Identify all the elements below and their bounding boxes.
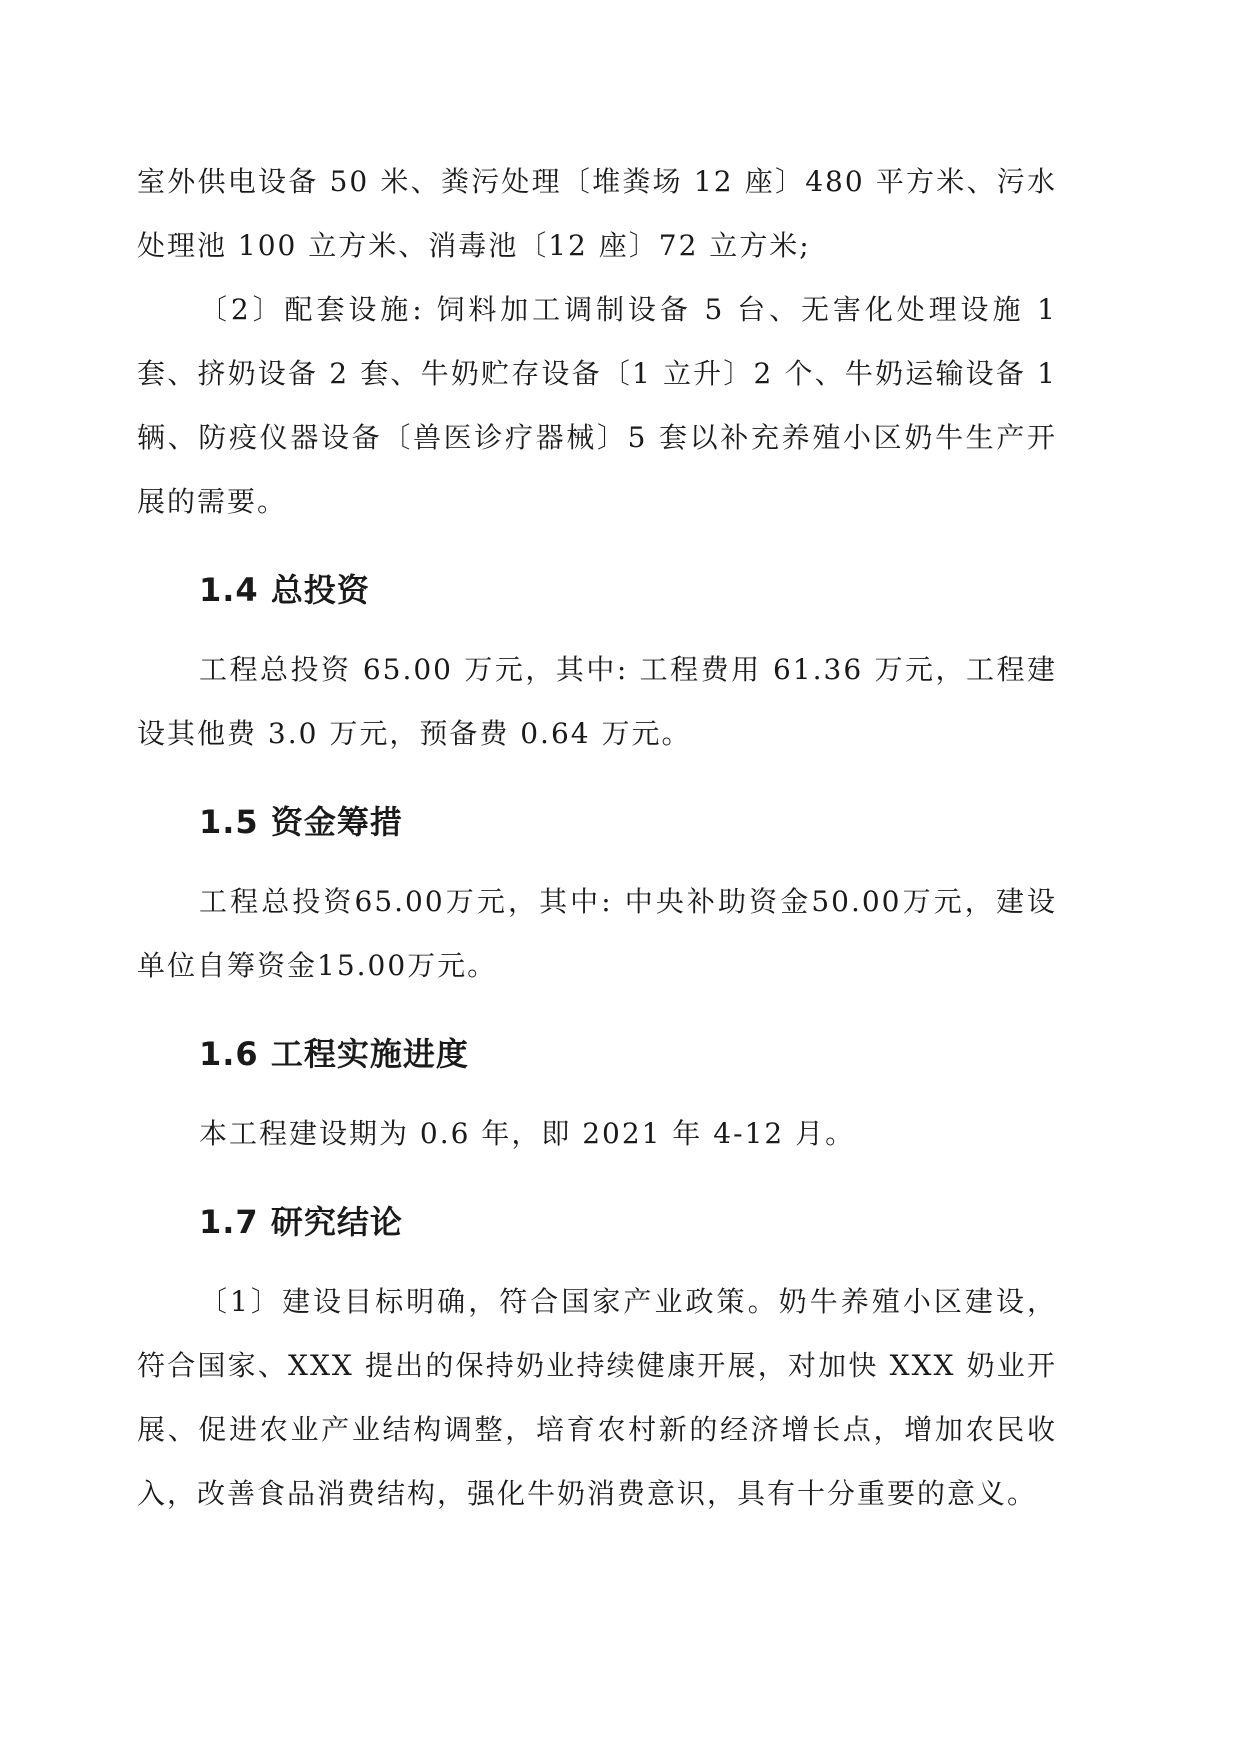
section-heading-funding: 1.5 资金筹措 bbox=[199, 803, 403, 841]
intro-paragraph: 室外供电设备 50 米、粪污处理〔堆粪场 12 座〕480 平方米、污水处理池 100 立方米、消毒池〔12 座〕72 立方米; bbox=[137, 165, 1057, 262]
supporting-facilities-paragraph: 〔2〕配套设施: 饲料加工调制设备 5 台、无害化处理设施 1 套、挤奶设备 2 套、牛奶贮存设备〔1 立升〕2 个、牛奶运输设备 1 辆、防疫仪器设备〔兽医诊疗器械〕5 套以补充养殖小区奶牛生产开展的需要。 bbox=[137, 293, 1057, 518]
conclusion-paragraph: 〔1〕建设目标明确，符合国家产业政策。奶牛养殖小区建设，符合国家、XXX 提出的保持奶业持续健康开展，对加快 XXX 奶业开展、促进农业产业结构调整，培育农村新的经济增长点，增加农民收入，改善食品消费结构，强化牛奶消费意识，具有十分重要的意义。 bbox=[137, 1285, 1057, 1510]
schedule-paragraph: 本工程建设期为 0.6 年，即 2021 年 4-12 月。 bbox=[199, 1117, 856, 1150]
section-heading-schedule: 1.6 工程实施进度 bbox=[199, 1035, 469, 1073]
document-body bbox=[137, 150, 1057, 1526]
funding-paragraph: 工程总投资65.00万元，其中: 中央补助资金50.00万元，建设单位自筹资金15.00万元。 bbox=[137, 885, 1057, 982]
section-heading-conclusion: 1.7 研究结论 bbox=[199, 1203, 403, 1241]
total-investment-paragraph: 工程总投资 65.00 万元，其中: 工程费用 61.36 万元，工程建设其他费 3.0 万元，预备费 0.64 万元。 bbox=[137, 653, 1057, 750]
section-heading-total-investment: 1.4 总投资 bbox=[199, 571, 370, 609]
